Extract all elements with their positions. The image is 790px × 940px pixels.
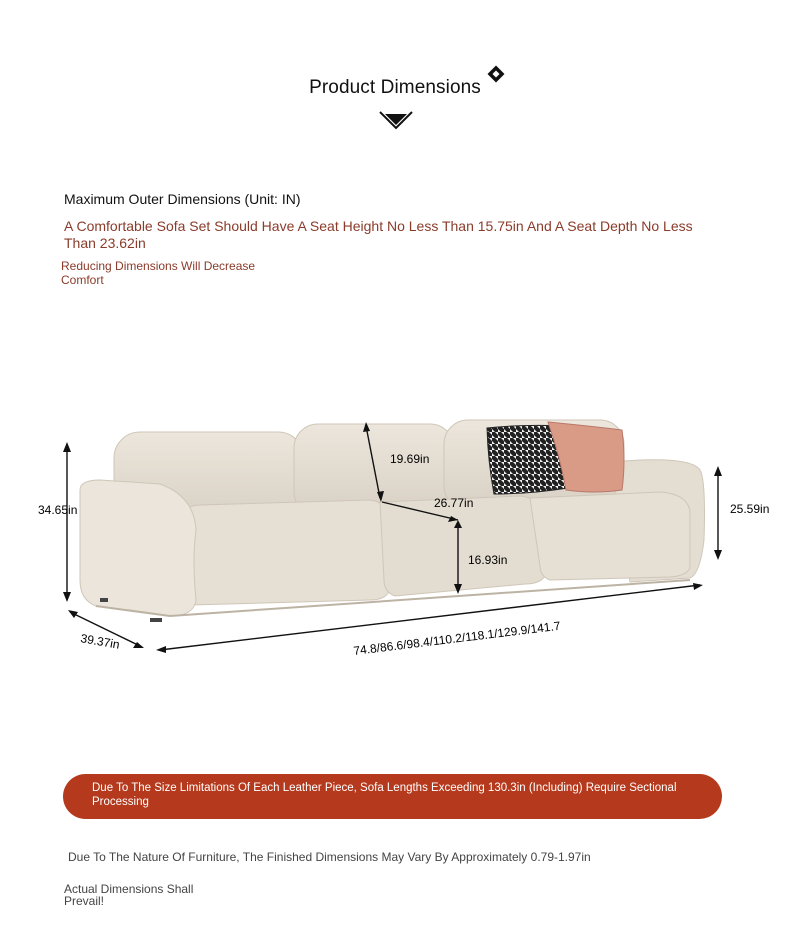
- variance-note: Due To The Nature Of Furniture, The Finished Dimensions May Vary By Approximately 0.79-1.97in: [68, 850, 591, 864]
- length-options-label: 74.8/86.6/98.4/110.2/118.1/129.9/141.7: [352, 618, 562, 658]
- arm-height-label: 25.59in: [730, 502, 770, 516]
- back-height-label: 19.69in: [390, 452, 430, 466]
- comfort-warning-note: Reducing Dimensions Will Decrease Comfort: [61, 259, 256, 287]
- prevail-note: Actual Dimensions Shall Prevail!: [64, 882, 194, 908]
- page-title: Product Dimensions: [309, 77, 481, 98]
- overall-height-label: 34.65in: [38, 503, 78, 517]
- depth-label: 39.37in: [79, 631, 121, 652]
- dimensions-unit-heading: Maximum Outer Dimensions (Unit: IN): [64, 191, 301, 207]
- seat-depth-label: 26.77in: [434, 496, 474, 510]
- diamond-icon: [488, 66, 505, 83]
- chevron-down-icon: [380, 112, 412, 128]
- sectional-processing-banner: [63, 774, 722, 819]
- seat-height-label: 16.93in: [468, 553, 508, 567]
- seat-advice-note: A Comfortable Sofa Set Should Have A Seat Height No Less Than 15.75in And A Seat Depth No Less Than 23.62in: [64, 218, 693, 251]
- banner-text: Due To The Size Limitations Of Each Leather Piece, Sofa Lengths Exceeding 130.3in (Including) Require Sectional Processing: [92, 782, 677, 808]
- sofa-image: [80, 420, 705, 622]
